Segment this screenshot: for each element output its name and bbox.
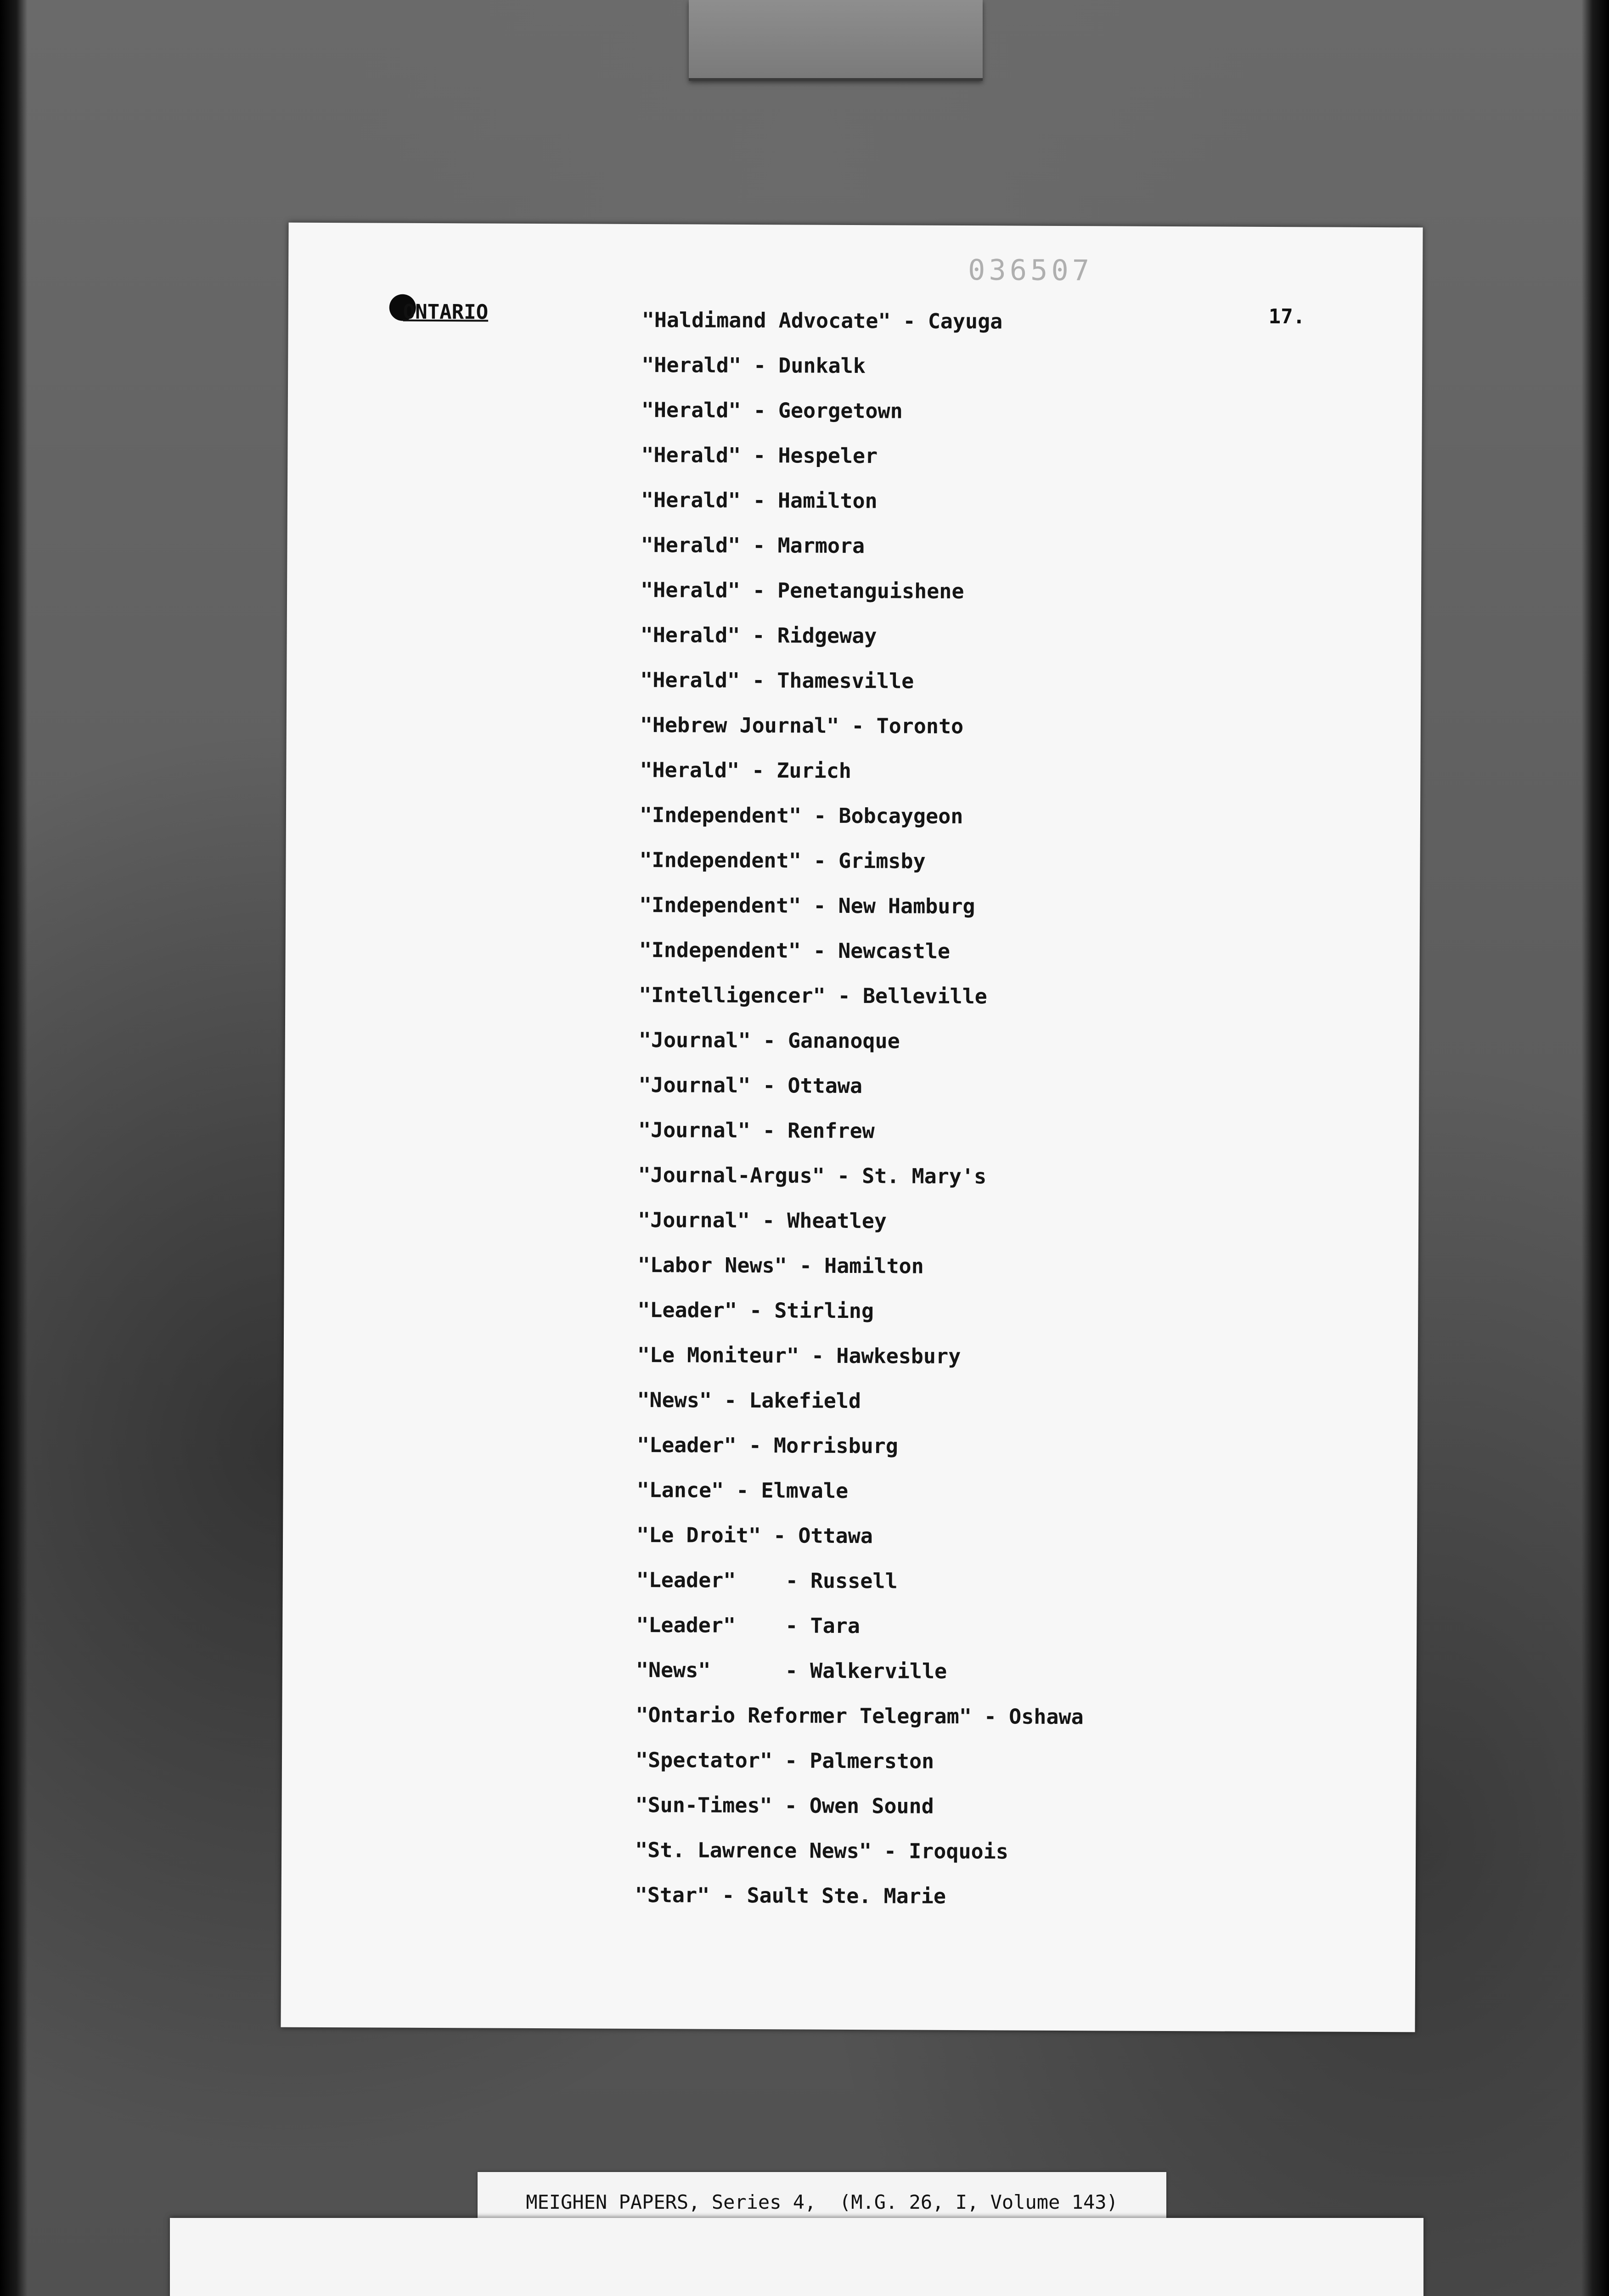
newspaper-entry: "News" - Lakefield	[637, 1387, 861, 1413]
newspaper-entry: "Independent" - Grimsby	[639, 847, 926, 873]
newspaper-entry: "Journal" - Ottawa	[638, 1072, 863, 1098]
newspaper-entry: "News" - Walkerville	[636, 1657, 947, 1683]
newspaper-entry: "St. Lawrence News" - Iroquois	[635, 1837, 1009, 1864]
newspaper-entry: "Intelligencer" - Belleville	[639, 982, 987, 1009]
newspaper-entry: "Independent" - Bobcaygeon	[639, 802, 963, 829]
series-caption: MEIGHEN PAPERS, Series 4, (M.G. 26, I, Volume 143)	[478, 2172, 1166, 2232]
newspaper-entry: "Herald" - Georgetown	[641, 397, 903, 423]
newspaper-entry: "Herald" - Hespeler	[641, 442, 878, 468]
document-page	[281, 223, 1423, 2032]
newspaper-entry: "Leader" - Stirling	[637, 1297, 874, 1323]
newspaper-entry: "Sun-Times" - Owen Sound	[635, 1792, 934, 1818]
newspaper-entry: "Herald" - Thamesville	[640, 667, 914, 693]
newspaper-entry: "Journal" - Wheatley	[638, 1207, 887, 1233]
newspaper-entry: "Herald" - Ridgeway	[640, 622, 877, 648]
newspaper-entry: "Spectator" - Palmerston	[635, 1747, 934, 1773]
newspaper-entry: "Leader" - Morrisburg	[636, 1432, 899, 1458]
province-heading: ONTARIO	[403, 300, 489, 324]
newspaper-entry: "Herald" - Zurich	[640, 757, 852, 783]
newspaper-entry: "Journal" - Renfrew	[638, 1117, 875, 1143]
newspaper-entry: "Le Droit" - Ottawa	[636, 1522, 873, 1548]
newspaper-entry: "Hebrew Journal" - Toronto	[640, 712, 964, 739]
film-edge-left	[0, 0, 28, 2296]
newspaper-entry: "Herald" - Marmora	[641, 532, 865, 558]
newspaper-entry: "Journal-Argus" - St. Mary's	[638, 1162, 987, 1189]
stamp-number: 036507	[968, 253, 1093, 287]
newspaper-entry: "Herald" - Penetanguishene	[640, 577, 964, 604]
newspaper-entry: "Herald" - Dunkalk	[641, 352, 866, 378]
newspaper-entry: "Le Moniteur" - Hawkesbury	[637, 1342, 961, 1369]
newspaper-entry: "Leader" - Tara	[636, 1612, 861, 1638]
newspaper-entry: "Haldimand Advocate" - Cayuga	[641, 307, 1003, 334]
newspaper-entry: "Ontario Reformer Telegram" - Oshawa	[636, 1702, 1084, 1729]
newspaper-entry: "Labor News" - Hamilton	[637, 1252, 924, 1278]
archives-card	[170, 2218, 1423, 2296]
newspaper-entry: "Independent" - New Hamburg	[639, 892, 975, 919]
newspaper-entry: "Star" - Sault Ste. Marie	[635, 1882, 946, 1908]
film-edge-right	[1581, 0, 1609, 2296]
newspaper-entry: "Journal" - Gananoque	[638, 1027, 900, 1053]
page-number: 17.	[1268, 304, 1305, 329]
newspaper-entry: "Lance" - Elmvale	[636, 1477, 849, 1503]
newspaper-entry: "Herald" - Hamilton	[641, 487, 878, 513]
newspaper-entry: "Leader" - Russell	[636, 1567, 898, 1593]
newspaper-entry: "Independent" - Newcastle	[639, 937, 951, 963]
mount-tab	[689, 0, 983, 81]
newspaper-list	[635, 298, 1090, 1919]
